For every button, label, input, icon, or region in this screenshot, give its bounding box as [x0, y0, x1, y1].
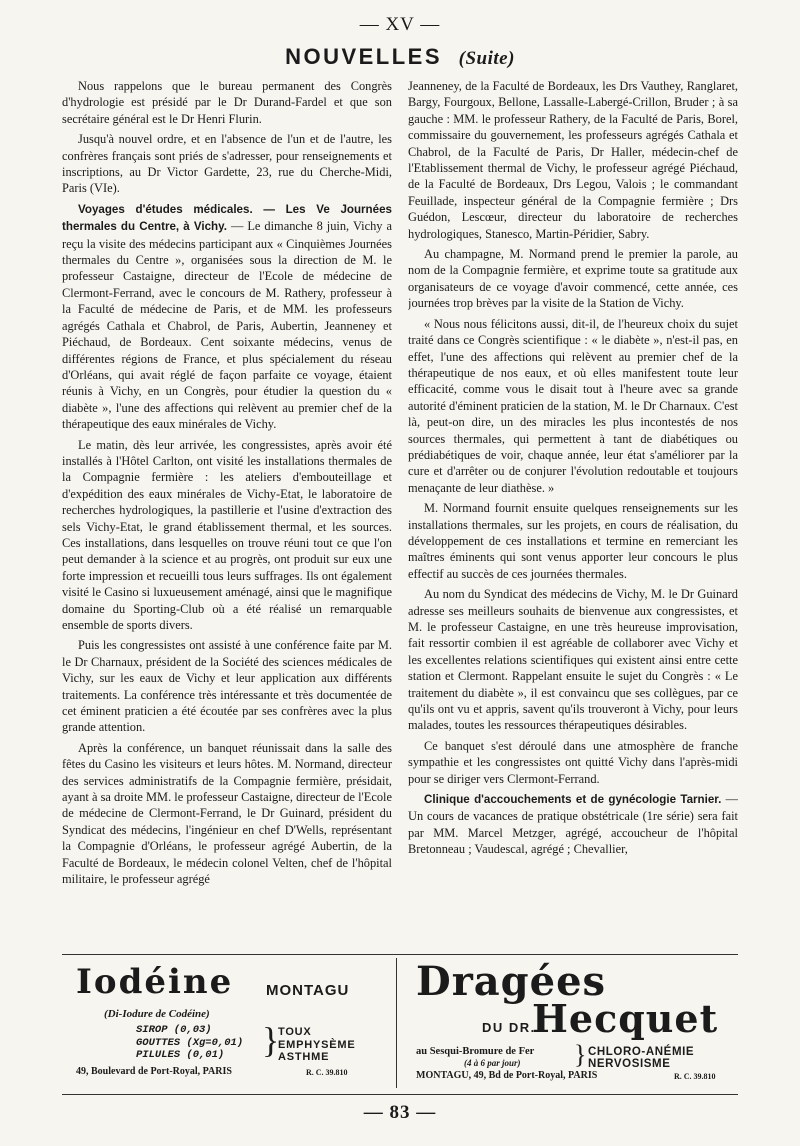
ad-indication-item: TOUX — [278, 1026, 312, 1038]
paragraph-heading: Clinique d'accouchements et de gynécologie Tarnier. — [424, 793, 722, 807]
paragraph — [62, 201, 392, 433]
paragraph: Au nom du Syndicat des médecins de Vichy, M. le Dr Guinard adresse ses meilleurs souhaits de bienvenue aux congressistes, et M. le professeur Castaigne, en une très heureuse improvisation, fait ressortir combien il est agréable de collaborer avec Vichy et les excellentes relations scientifiques qui existent ainsi entre cette station et Clermont. Rappelant ensuite le sujet du Congrès : « Le traitement du diabète », il est convaincu que ses collègues, par ce qu'ils ont vu et appris, savent qu'ils trouveront à Vichy, pour leurs malades, toutes les ressources thérapeutiques désirables. — [408, 587, 738, 733]
ad-iodeine — [62, 958, 384, 1090]
paragraph: Jeanneney, de la Faculté de Bordeaux, les Drs Vauthey, Ranglaret, Bargy, Fourgoux, Bellone, Lassalle-Labergé-Crillon, Bruder ; à sa gauche : MM. le professeur Rathery, de la Faculté de Paris, Borel, commissaire du gouvernement, les professeurs agrégés Cathala et Chabrol, de la Faculté de Paris, Dr Haller, médecin-chef de l'Etablissement thermal de Vichy, le professeur agrégé Piéchaud, de la Faculté de Bordeaux, Drs Legou, Valois ; le commandant Feuillade, inspecteur général de la Compagnie fermière ; Drs Guédon, Lescœur, directeur du laboratoire de recherches hydrologiques, Stanesco, Martin-Péridier, Sabry. — [408, 79, 738, 241]
ad-indications — [588, 1046, 694, 1070]
ad-indication-item: NERVOSISME — [588, 1058, 671, 1070]
paragraph: Après la conférence, un banquet réunissait dans la salle des fêtes du Casino les visiteurs et leurs hôtes. M. Normand, directeur des services administratifs de la Compagnie fermière, présidait, ayant à sa droite MM. le professeur Castaigne, directeur de l'Ecole de médecine de Clermont-Ferrand, le Dr Guinard, président du Syndicat des médecins, l'ingénieur en chef D'Wells, représentant la Compagnie d'Orléans, le professeur agrégé Aubertin, de la Faculté de Bordeaux, le médecin colonel Velten, chef de l'hôpital militaire, le professeur agrégé — [62, 740, 392, 887]
ad-dosage-forms — [136, 1024, 243, 1062]
ad-registration: R. C. 39.810 — [306, 1068, 348, 1077]
left-column — [62, 78, 392, 948]
paragraph-body: — Le dimanche 8 juin, Vichy a reçu la visite des médecins participant aux « Cinquièmes Journées thermales du Centre », organisées sous la direction de M. le professeur Castaigne, directeur de l'Ecole de médecine de Clermont-Ferrand, avec le concours de M. Rathery, professeur à la Faculté de médecine de Paris, et de MM. les professeurs agrégés Cathala et Chabrol, de Paris, Aubertin, Jeanneney et Piéchaud, de Bordeaux. Cent soixante médecins, venus de différentes régions de France, et plus spécialement du réseau d'Orléans, qui avait réglé de façon parfaite ce voyage, étaient réunis à Vichy, en un Congrès, pour étudier la question du « diabète », l'une des affections qui relèvent au premier chef de la thérapeutique des eaux minérales de Vichy. — [62, 219, 392, 432]
paragraph — [408, 791, 738, 858]
paragraph: Nous rappelons que le bureau permanent des Congrès d'hydrologie est présidé par le Dr Durand-Fardel et que son secrétaire général est le Dr Henri Flurin. — [62, 79, 392, 126]
ad-subtitle: (Di-Iodure de Codéine) — [104, 1008, 210, 1020]
paragraph: Le matin, dès leur arrivée, les congressistes, après avoir été installés à l'Hôtel Carlton, ont visité les installations thermales de la Compagnie fermière : les ateliers d'embouteillage et d'expédition des eaux minérales de Vichy-Etat, le laboratoire de recherches hydrologiques, la pastillerie et l'usine d'extraction des sels Vichy-Etat, le grand établissement thermal, et les sources. Ces installations, dans lesquelles on trouve réuni tout ce que l'on peut demander à la science et au progrès, ont produit sur eux une forte impression et recueilli tous leurs suffrages. Ils ont également visité le Casino si luxueusement aménagé, ainsi que le magnifique domaine du Sporting-Club où a été réalisé un remarquable ensemble de sports divers. — [62, 437, 392, 632]
ad-separator — [396, 958, 397, 1088]
ad-form-item: PILULES (0,01) — [136, 1049, 225, 1061]
ad-form-item: SIROP (0,03) — [136, 1024, 212, 1036]
ad-du-dr: DU DR. — [482, 1020, 536, 1035]
ad-indications — [278, 1026, 356, 1064]
paragraph: Au champagne, M. Normand prend le premier la parole, au nom de la Compagnie fermière, et exprime toute sa gratitude aux organisateurs de ce voyage d'avoir commencé, cette année, ces journées trop brèves par la visite de la Station de Vichy. — [408, 247, 738, 311]
ad-brand-name: Iodéine — [76, 962, 234, 1002]
paragraph: Ce banquet s'est déroulé dans une atmosphère de franche sympathie et les congressistes ont quitté Vichy dans l'après-midi pour se diriger vers Clermont-Ferrand. — [408, 738, 738, 786]
ad-indication-item: CHLORO-ANÉMIE — [588, 1046, 695, 1058]
ad-brand-name: Hecquet — [532, 996, 719, 1041]
paragraph: Puis les congressistes ont assisté à une conférence faite par M. le Dr Charnaux, président de la Société des sciences médicales de Vichy, sur les eaux de Vichy et leur application aux différents traitements. La conférence très intéressante et très documentée de cet éminent praticien a été écoutée par ses confrères avec la plus grande attention. — [62, 638, 392, 735]
page-number: — 83 — — [363, 1102, 437, 1123]
section-title — [0, 44, 800, 70]
advertisement-band — [62, 958, 738, 1090]
ad-maker: MONTAGU — [266, 982, 350, 999]
paragraph: M. Normand fournit ensuite quelques renseignements sur les installations thermales, sur les projets, en cours de réalisation, du développement de ces installations et termine en remerciant les maîtres éminents qui sont venus apporter leur concours le plus effectif au succès de ces journées thermales. — [408, 501, 738, 581]
section-title-suffix: (Suite) — [458, 48, 515, 69]
paragraph-body: — Un cours de vacances de pratique obstétricale (1re série) sera fait par MM. Marcel Metzger, agrégé, accoucheur de l'hôpital Bretonneau ; Vaudescal, agrégé ; Chevallier, — [408, 792, 738, 857]
ad-divider-top — [62, 954, 738, 955]
ad-form-item: GOUTTES (Xg=0,01) — [136, 1036, 244, 1049]
roman-page-number: — XV — — [359, 14, 441, 35]
ad-indication-item: EMPHYSÈME — [278, 1038, 356, 1051]
brace-glyph: } — [574, 1040, 587, 1069]
ad-address: 49, Boulevard de Port-Royal, PARIS — [76, 1066, 232, 1077]
ad-dragees-hecquet — [408, 958, 738, 1090]
paragraph: « Nous nous félicitons aussi, dit-il, de l'heureux choix du sujet traité dans ce Congrès scientifique : « le diabète », n'est-il pas, en effet, l'une des affections qui relèvent au premier chef de la thérapeutique de nos eaux, et où elles manifestent toute leur efficacité, comme vous le disait tout à l'heure avec sa grande autorité d'éminent praticien de la station, M. le Dr Charnaux. C'est là, peut-on dire, un des miracles les plus incontestés de nos sources thermales, qui permettent à tant de diabétiques ou prédiabétiques de voir, chaque année, leur état s'améliorer par la cure et d'arrêter ou de conjurer l'évolution redoutable et toujours menaçante de leur diathèse. » — [408, 316, 738, 495]
ad-divider-bottom — [62, 1094, 738, 1095]
ad-composition: au Sesqui-Bromure de Fer — [416, 1046, 535, 1057]
section-title-text: NOUVELLES — [285, 44, 443, 69]
ad-brand-top: Dragées — [416, 958, 607, 1005]
paragraph: Jusqu'à nouvel ordre, et en l'absence de l'un et de l'autre, les confrères français sont priés de s'adresser, pour renseignements et inscriptions, au Dr Victor Gardette, 23, rue du Cherche-Midi, Paris (VIe). — [62, 132, 392, 196]
ad-dose: (4 à 6 par jour) — [464, 1058, 521, 1068]
paragraph-heading: Voyages d'études médicales. — Les Ve Journées thermales du Centre, à Vichy. — [62, 202, 392, 234]
ad-address: MONTAGU, 49, Bd de Port-Royal, PARIS — [416, 1070, 598, 1081]
right-column — [408, 78, 738, 948]
ad-registration: R. C. 39.810 — [674, 1072, 716, 1081]
ad-indication-item: ASTHME — [278, 1051, 330, 1063]
brace-glyph: } — [262, 1020, 280, 1060]
